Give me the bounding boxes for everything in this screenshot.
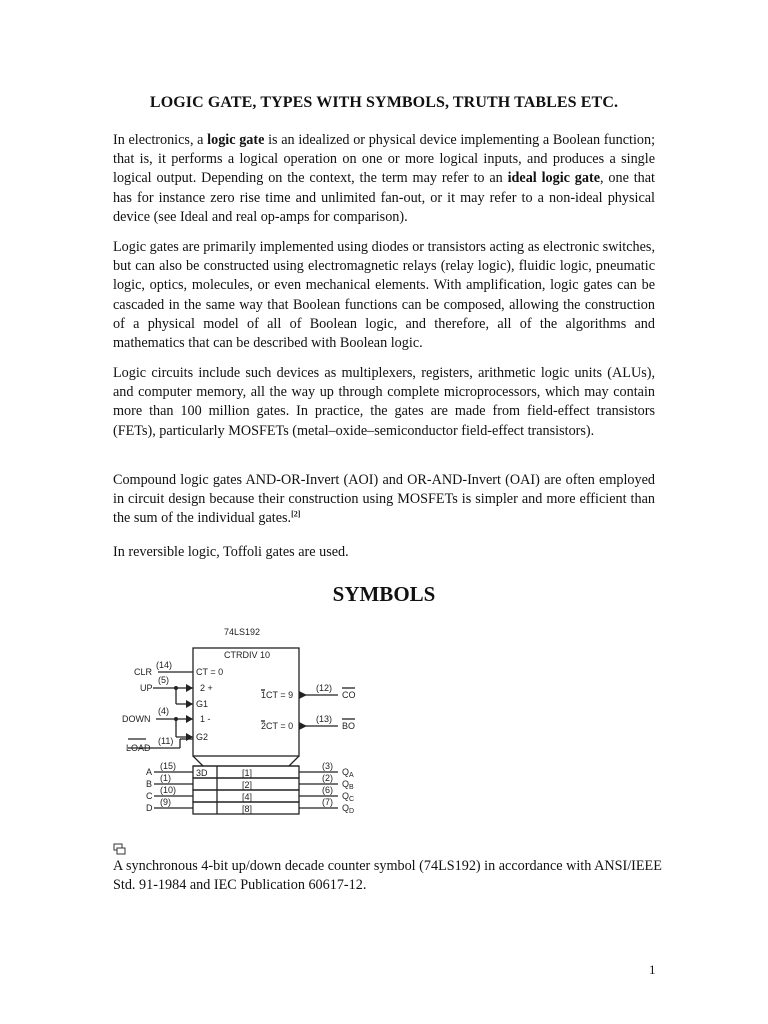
chip-label: 74LS192: [224, 627, 261, 637]
bold-term: ideal logic gate: [507, 170, 600, 187]
pin-c: (10): [160, 785, 177, 795]
label-g1: G1: [196, 699, 209, 709]
label-ct-zero-out: CT = 0: [266, 721, 294, 731]
input-clr: CLR: [134, 667, 153, 677]
pin-co: (12): [316, 683, 333, 693]
output-qb: $Q_B$: [342, 779, 354, 791]
control-block: [193, 648, 299, 756]
label-weight-8: [8]: [242, 804, 253, 814]
label-ct-zero: CT = 0: [196, 667, 224, 677]
output-qc: $Q_C$: [342, 791, 355, 803]
pin-bo: (13): [316, 714, 333, 724]
arrow-bo-output: [299, 722, 307, 730]
label-weight-1: [1]: [242, 768, 253, 778]
text-run: In electronics, a: [113, 132, 208, 148]
enlarge-icon[interactable]: [113, 843, 127, 855]
reference-link[interactable]: [2]: [291, 509, 301, 519]
pin-d: (9): [160, 797, 171, 807]
block-title: CTRDIV 10: [224, 650, 271, 660]
paragraph-logic-gate-definition: [113, 131, 655, 227]
pin-qc: (6): [322, 785, 333, 795]
arrow-co-output: [299, 691, 307, 699]
input-c: C: [146, 791, 153, 801]
input-b: B: [146, 779, 153, 789]
arrow-down-input: [186, 715, 193, 723]
paragraph-reversible-logic: In reversible logic, Toffoli gates are used.: [113, 544, 349, 560]
input-down: DOWN: [122, 714, 151, 724]
pin-a: (15): [160, 761, 177, 771]
bold-term: logic gate: [207, 132, 265, 148]
pin-qd: (7): [322, 797, 333, 807]
text-run: is an idealized or physical device implementing a Boolean function; that is, it performs a logical operation on one or more logical inputs, and produces a single logical output. Depending on the context, the term may refer to an: [113, 132, 656, 187]
pin-qa: (3): [322, 761, 333, 771]
label-g2: G2: [196, 732, 209, 742]
pin-b: (1): [160, 773, 171, 783]
input-up: UP: [140, 683, 153, 693]
input-d: D: [146, 803, 153, 813]
label-up-count: 2 +: [200, 683, 213, 693]
paragraph-implementation: Logic gates are primarily implemented using diodes or transistors acting as electronic switches, but can also be constructed using electromagnetic relays (relay logic), fluidic logic, pneumatic logic, optics, molecules, or even mechanical elements. With amplification, logic gates can be cascaded in the same way that Boolean functions can be composed, allowing the construction of a physical model of all of Boolean logic, and therefore, all of the algorithms and mathematics that can be described with Boolean logic.: [113, 239, 655, 352]
label-ct-zero-out-prefix: 2: [261, 721, 267, 731]
output-qa: $Q_A$: [342, 767, 354, 779]
label-3d: 3D: [196, 768, 208, 778]
pin-down: (4): [158, 706, 169, 716]
pin-up: (5): [158, 675, 169, 685]
input-load: LOAD: [126, 743, 151, 753]
label-down-count: 1 -: [200, 714, 211, 724]
output-qd: $Q_D$: [342, 803, 355, 815]
label-ct-nine-prefix: 1: [261, 690, 267, 700]
page-title: LOGIC GATE, TYPES WITH SYMBOLS, TRUTH TABLES ETC.: [149, 94, 619, 111]
counter-symbol-diagram: [108, 618, 368, 833]
page-number: 1: [649, 962, 656, 977]
paragraph-logic-circuits: Logic circuits include such devices as multiplexers, registers, arithmetic logic units (ALUs), and computer memory, all the way up through complete microprocessors, which may contain more than 100 million gates. In practice, the gates are made from field-effect transistors (FETs), particularly MOSFETs (metal–oxide–semiconductor field-effect transistors).: [113, 365, 655, 439]
arrow-up-input: [186, 684, 193, 692]
text-run: Compound logic gates AND-OR-Invert (AOI) and OR-AND-Invert (OAI) are often employed in circuit design because their construction using MOSFETs is simpler and more efficient than the sum of the individual gates.: [113, 472, 655, 527]
input-a: A: [146, 767, 153, 777]
figure-caption: A synchronous 4-bit up/down decade counter symbol (74LS192) in accordance with ANSI/IEEE Std. 91-1984 and IEC Publication 60617-12.: [113, 858, 662, 893]
label-ct-nine: CT = 9: [266, 690, 294, 700]
pin-clr: (14): [156, 660, 173, 670]
output-bo: BO: [342, 721, 356, 731]
arrow-g2-input: [186, 733, 193, 741]
section-title-symbols: SYMBOLS: [332, 582, 436, 606]
pin-qb: (2): [322, 773, 333, 783]
paragraph-compound-gates: [113, 471, 655, 529]
output-co: CO: [342, 690, 356, 700]
pin-load: (11): [158, 736, 174, 746]
label-weight-4: [4]: [242, 792, 253, 802]
label-weight-2: [2]: [242, 780, 253, 790]
text-run: , one that has for instance zero rise time and unlimited fan-out, or it may refer to a non-ideal physical device (see Ideal and real op-amps for comparison).: [113, 170, 655, 225]
arrow-g1-input: [186, 700, 193, 708]
